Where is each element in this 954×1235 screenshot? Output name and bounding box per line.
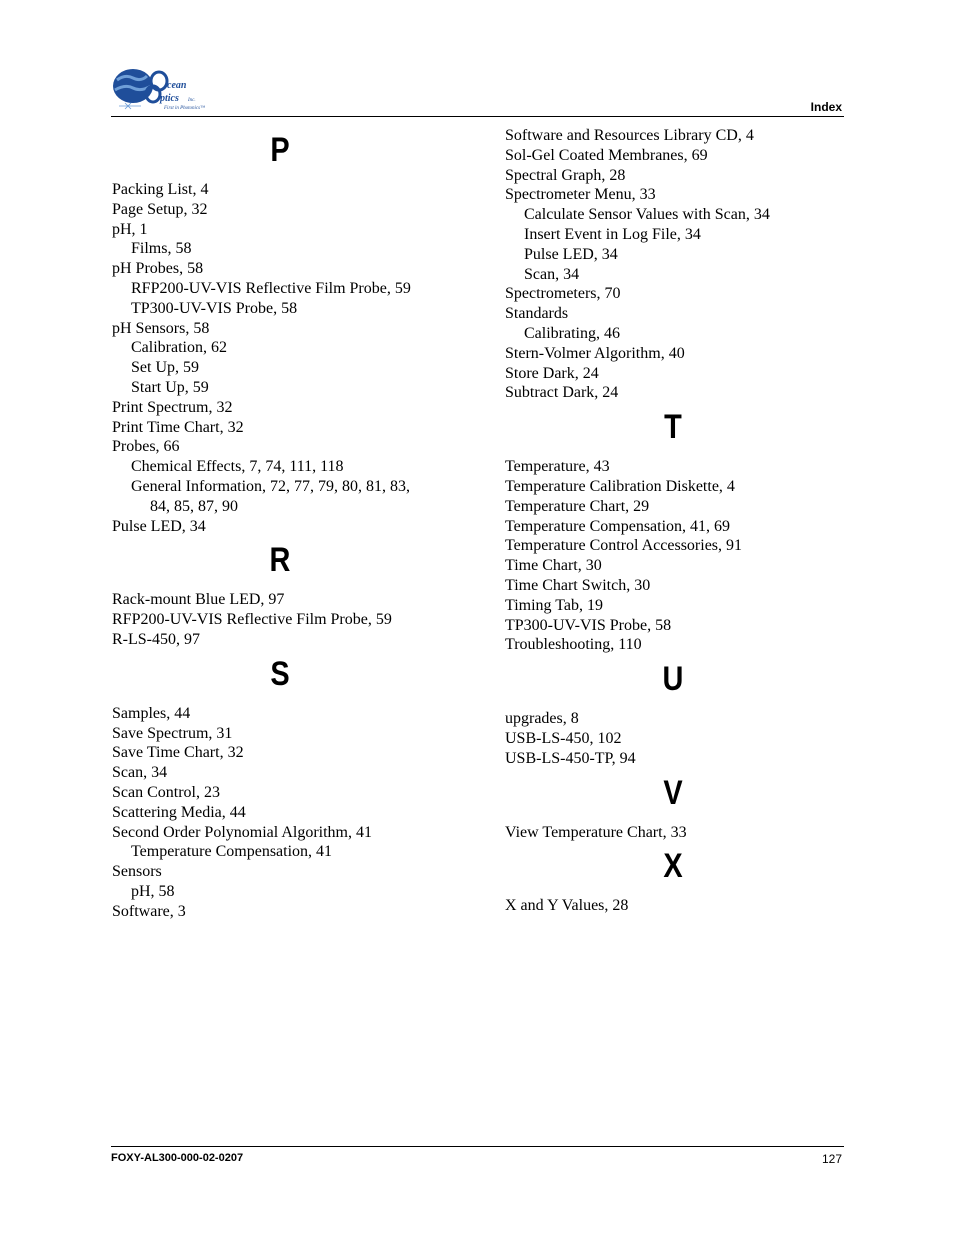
- page-header: [111, 66, 843, 118]
- index-subentry: Calculate Sensor Values with Scan, 34: [524, 206, 770, 224]
- index-entry: Rack-mount Blue LED, 97: [112, 591, 285, 609]
- index-letter-heading: P: [270, 131, 290, 169]
- index-entry: Spectrometer Menu, 33: [505, 186, 656, 204]
- index-entry: RFP200-UV-VIS Reflective Film Probe, 59: [112, 611, 392, 629]
- logo-tagline: First in Photonics™: [164, 106, 206, 111]
- index-entry: Spectral Graph, 28: [505, 166, 626, 184]
- index-entry: Temperature Compensation, 41, 69: [505, 517, 731, 535]
- page-number: 127: [821, 1152, 842, 1166]
- index-entry: Scattering Media, 44: [112, 803, 246, 821]
- index-entry: Probes, 66: [112, 438, 180, 456]
- footer-rule: [111, 1146, 844, 1147]
- index-entry: USB-LS-450, 102: [505, 729, 622, 747]
- index-entry: pH Probes, 58: [112, 260, 204, 278]
- index-entry: Save Time Chart, 32: [112, 744, 244, 762]
- index-letter-heading: U: [662, 660, 684, 699]
- index-entry: R-LS-450, 97: [112, 630, 200, 648]
- index-entry: pH Sensors, 58: [112, 319, 210, 337]
- index-entry: Time Chart Switch, 30: [505, 576, 651, 594]
- index-entry: Second Order Polynomial Algorithm, 41: [112, 823, 372, 841]
- logo-text-top: cean: [167, 80, 187, 91]
- document-id: FOXY-AL300-000-02-0207: [111, 1152, 244, 1164]
- section-title: Index: [810, 100, 842, 114]
- index-entry: Sol-Gel Coated Membranes, 69: [505, 146, 708, 164]
- index-letter-heading: R: [269, 541, 291, 580]
- index-subentry: Start Up, 59: [131, 378, 209, 396]
- index-subentry: Films, 58: [131, 240, 192, 258]
- index-letter-heading: T: [664, 408, 682, 447]
- index-entry: Software and Resources Library CD, 4: [505, 127, 754, 144]
- index-subentry: Chemical Effects, 7, 74, 111, 118: [131, 458, 344, 476]
- index-entry: Standards: [505, 305, 569, 323]
- index-letter-heading: X: [663, 847, 683, 886]
- index-entry: Store Dark, 24: [505, 364, 599, 382]
- index-entry: Samples, 44: [112, 704, 191, 722]
- index-entry: Page Setup, 32: [112, 200, 208, 218]
- index-entry: Software, 3: [112, 902, 186, 920]
- index-entry: Temperature Calibration Diskette, 4: [505, 477, 735, 495]
- index-letter-heading: S: [270, 654, 290, 693]
- logo-text-bottom: ptics: [160, 93, 179, 104]
- index-subentry: pH, 58: [131, 882, 175, 900]
- index-entry: Spectrometers, 70: [505, 285, 621, 303]
- header-rule: [111, 116, 844, 117]
- index-entry: Save Spectrum, 31: [112, 724, 233, 742]
- index-subentry: Set Up, 59: [131, 359, 199, 377]
- index-subentry: Calibrating, 46: [524, 324, 620, 342]
- index-subentry: Calibration, 62: [131, 339, 227, 357]
- ocean-optics-logo: [111, 66, 227, 112]
- index-entry: USB-LS-450-TP, 94: [505, 749, 636, 767]
- index-entry: Subtract Dark, 24: [505, 384, 619, 402]
- index-subentry: Scan, 34: [524, 265, 580, 283]
- logo-text-suffix: Inc.: [188, 98, 196, 103]
- index-entry: pH, 1: [112, 220, 148, 238]
- index-column-right: [505, 126, 850, 916]
- index-subentry: Insert Event in Log File, 34: [524, 225, 701, 243]
- index-entry: Sensors: [112, 863, 162, 881]
- index-subentry: 84, 85, 87, 90: [150, 497, 238, 515]
- index-entry: View Temperature Chart, 33: [505, 823, 687, 841]
- index-entry: Packing List, 4: [112, 181, 209, 198]
- index-entry: Scan Control, 23: [112, 783, 220, 801]
- index-entry: Print Spectrum, 32: [112, 398, 233, 416]
- index-entry: Temperature Control Accessories, 91: [505, 537, 743, 555]
- index-subentry: General Information, 72, 77, 79, 80, 81, 83,: [131, 477, 411, 495]
- index-entry: Pulse LED, 34: [112, 517, 206, 535]
- index-entry: upgrades, 8: [505, 710, 579, 728]
- index-entry: Troubleshooting, 110: [505, 636, 642, 654]
- index-column-left: [112, 126, 482, 922]
- index-subentry: RFP200-UV-VIS Reflective Film Probe, 59: [131, 279, 411, 297]
- index-entry: TP300-UV-VIS Probe, 58: [505, 616, 672, 634]
- index-entry: Stern-Volmer Algorithm, 40: [505, 344, 685, 362]
- index-entry: Timing Tab, 19: [505, 596, 604, 614]
- index-entry: Temperature, 43: [505, 458, 610, 476]
- index-subentry: TP300-UV-VIS Probe, 58: [131, 299, 298, 317]
- index-letter-heading: V: [663, 773, 683, 812]
- index-entry: X and Y Values, 28: [505, 897, 629, 915]
- index-entry: Time Chart, 30: [505, 557, 602, 575]
- index-entry: Print Time Chart, 32: [112, 418, 244, 436]
- index-subentry: Temperature Compensation, 41: [131, 843, 333, 861]
- index-entry: Scan, 34: [112, 764, 168, 782]
- index-entry: Temperature Chart, 29: [505, 497, 650, 515]
- index-subentry: Pulse LED, 34: [524, 245, 618, 263]
